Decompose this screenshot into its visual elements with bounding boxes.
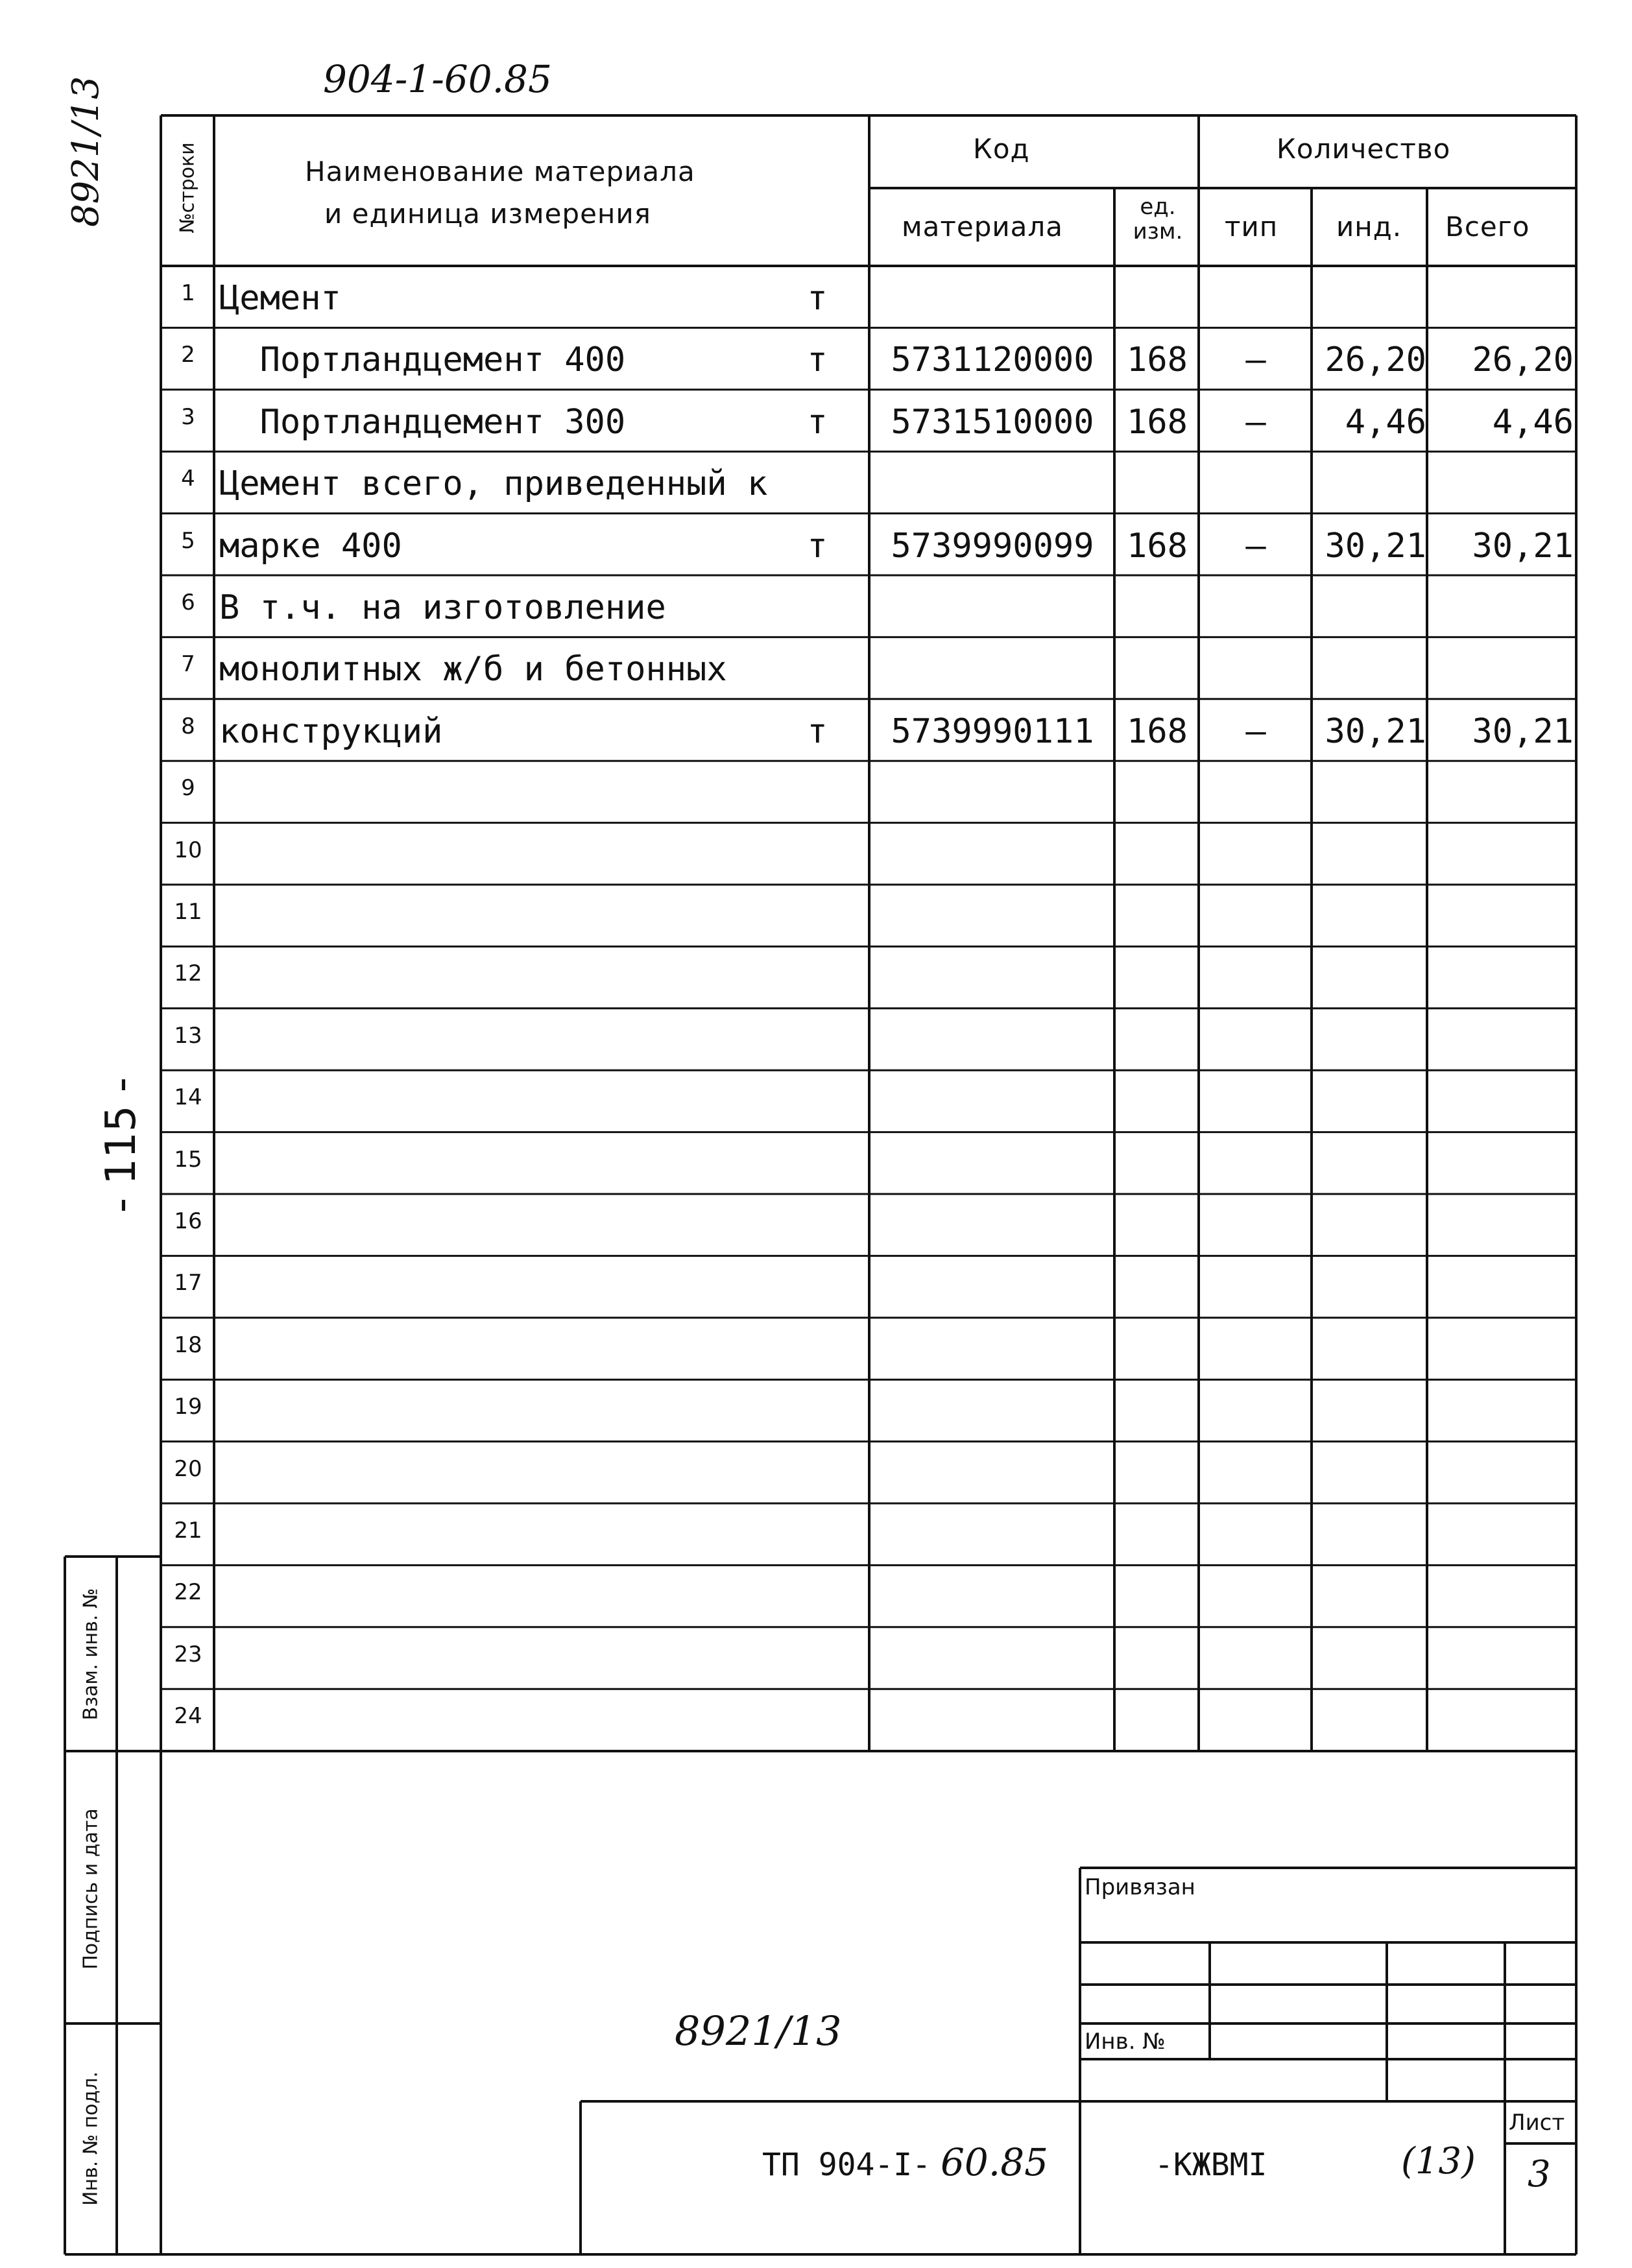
header-qty-total: Всего: [1445, 211, 1530, 243]
cell-ed: 168: [1127, 711, 1188, 751]
header-name-line1: Наименование материала: [305, 156, 695, 187]
cell-n: 20: [174, 1455, 202, 1482]
stamp-doc-code-suffix: -КЖВМI: [1155, 2147, 1267, 2183]
header-code-unit: ед. изм.: [1133, 194, 1183, 245]
cell-n: 24: [174, 1703, 202, 1730]
cell-n: 6: [181, 590, 195, 615]
cell-type: –: [1245, 402, 1266, 442]
cell-ind: 26,20: [1325, 340, 1426, 380]
cell-type: –: [1245, 526, 1266, 566]
cell-n: 14: [174, 1084, 202, 1111]
cell-code: 5739990099: [891, 526, 1094, 566]
cell-name: Цемент: [219, 279, 341, 318]
cell-n: 18: [174, 1331, 202, 1358]
cell-ind: 30,21: [1325, 526, 1426, 566]
cell-code: 5731120000: [891, 340, 1094, 380]
cell-n: 2: [181, 342, 195, 368]
cell-ind: 30,21: [1325, 711, 1426, 751]
stamp-handwritten-number: 8921/13: [675, 2007, 842, 2055]
cell-name: монолитных ж/б и бетонных: [219, 650, 727, 689]
side-number-handwritten: 8921/13: [65, 76, 107, 227]
document-code-handwritten: 904-1-60.85: [323, 57, 552, 101]
stamp-list-number: 3: [1528, 2153, 1551, 2195]
margin-inv-podl: Инв. № подл.: [79, 2071, 102, 2206]
cell-unit: т: [807, 402, 828, 442]
cell-ed: 168: [1127, 402, 1188, 442]
cell-unit: т: [807, 711, 828, 751]
cell-total: 26,20: [1472, 340, 1574, 380]
page-number-vertical: - 115 -: [97, 1077, 145, 1213]
cell-n: 8: [181, 713, 195, 739]
cell-n: 9: [181, 775, 195, 802]
cell-total: 4,46: [1492, 402, 1574, 442]
cell-total: 30,21: [1472, 711, 1574, 751]
cell-n: 5: [181, 527, 195, 554]
cell-ed: 168: [1127, 340, 1188, 380]
cell-name: Цемент всего, приведенный к: [219, 464, 768, 504]
cell-n: 15: [174, 1146, 202, 1173]
stamp-inv-no: Инв. №: [1085, 2029, 1166, 2055]
cell-name: Портландцемент 300: [219, 402, 626, 442]
margin-vzam-inv: Взам. инв. №: [79, 1588, 102, 1721]
cell-n: 7: [181, 651, 195, 678]
header-name-line2: и единица измерения: [324, 198, 651, 230]
header-quantity: Количество: [1277, 133, 1451, 165]
cell-unit: т: [807, 340, 828, 380]
cell-n: 16: [174, 1208, 202, 1234]
cell-n: 1: [181, 280, 195, 306]
cell-total: 30,21: [1472, 526, 1574, 566]
cell-code: 5739990111: [891, 711, 1094, 751]
cell-unit: т: [807, 279, 828, 318]
cell-n: 23: [174, 1641, 202, 1667]
stamp-doc-code-prefix: ТП 904-I-: [762, 2147, 931, 2183]
header-qty-type: тип: [1225, 211, 1278, 243]
header-code: Код: [973, 133, 1030, 165]
cell-type: –: [1245, 340, 1266, 380]
cell-n: 11: [174, 899, 202, 925]
cell-n: 21: [174, 1518, 202, 1544]
cell-n: 22: [174, 1579, 202, 1606]
cell-ind: 4,46: [1345, 402, 1426, 442]
margin-podpis-data: Подпись и дата: [79, 1808, 102, 1970]
cell-n: 4: [181, 466, 195, 492]
header-row-number: №строки: [176, 142, 199, 233]
stamp-list-label: Лист: [1509, 2110, 1565, 2136]
cell-name: конструкций: [219, 711, 443, 751]
cell-name: В т.ч. на изготовление: [219, 588, 666, 627]
cell-type: –: [1245, 711, 1266, 751]
cell-name: Портландцемент 400: [219, 340, 626, 380]
cell-n: 3: [181, 403, 195, 430]
stamp-sheet-parens: (13): [1401, 2140, 1476, 2182]
cell-n: 13: [174, 1022, 202, 1049]
cell-n: 12: [174, 961, 202, 987]
stamp-doc-code-handwritten: 60.85: [941, 2140, 1049, 2184]
cell-n: 17: [174, 1270, 202, 1296]
header-code-material: материала: [902, 211, 1064, 243]
cell-name: марке 400: [219, 526, 402, 566]
cell-n: 10: [174, 837, 202, 863]
cell-ed: 168: [1127, 526, 1188, 566]
cell-n: 19: [174, 1394, 202, 1420]
cell-unit: т: [807, 526, 828, 566]
stamp-privyazan: Привязан: [1085, 1874, 1195, 1900]
header-qty-ind: инд.: [1336, 211, 1402, 243]
cell-code: 5731510000: [891, 402, 1094, 442]
